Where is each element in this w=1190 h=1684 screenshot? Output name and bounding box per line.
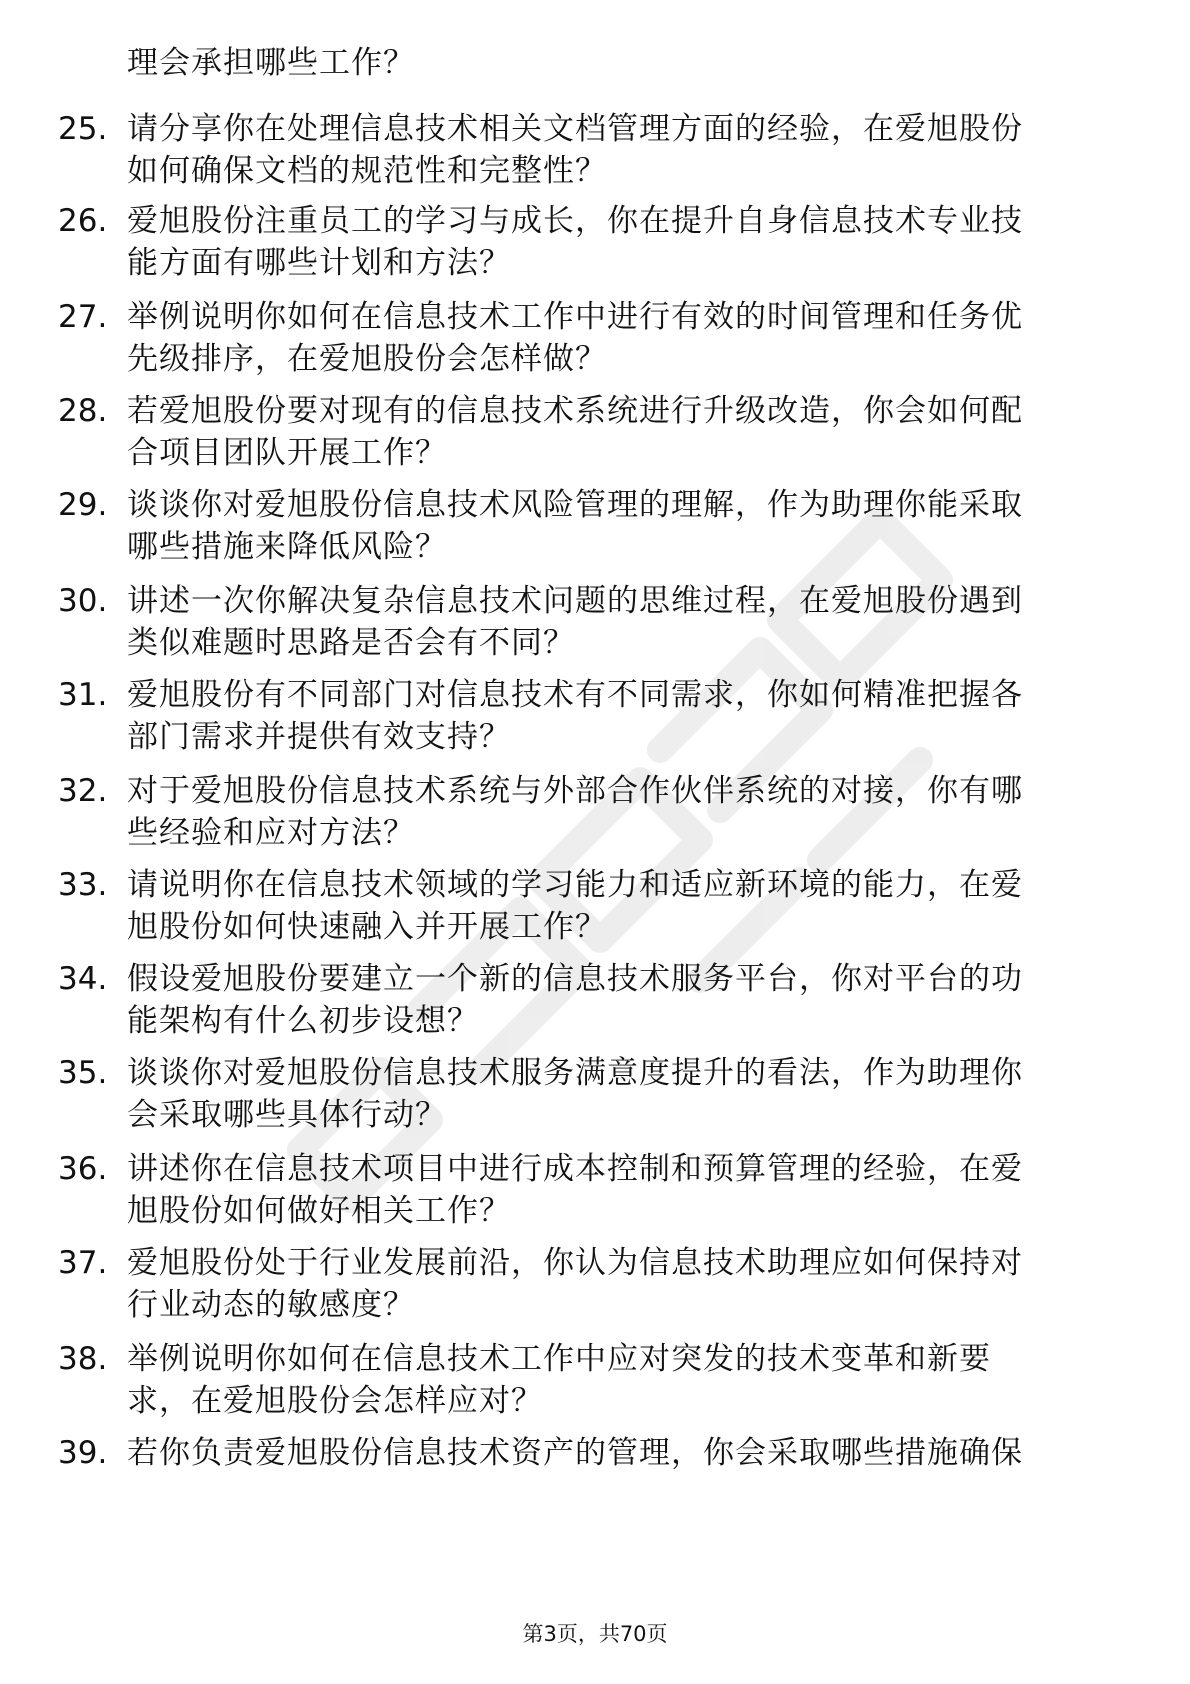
question-number: 27. [58, 299, 108, 335]
question-line: 讲述你在信息技术项目中进行成本控制和预算管理的经验，在爱 [127, 1151, 1023, 1187]
question-line: 部门需求并提供有效支持？ [127, 719, 511, 755]
question-line: 理会承担哪些工作？ [127, 45, 415, 81]
question-line: 请分享你在处理信息技术相关文档管理方面的经验，在爱旭股份 [127, 111, 1023, 147]
question-number: 37. [58, 1245, 108, 1281]
question-line: 谈谈你对爱旭股份信息技术风险管理的理解，作为助理你能采取 [127, 487, 1023, 523]
question-line: 谈谈你对爱旭股份信息技术服务满意度提升的看法，作为助理你 [127, 1055, 1023, 1091]
question-text [127, 1432, 1112, 1474]
question-line: 对于爱旭股份信息技术系统与外部合作伙伴系统的对接，你有哪 [127, 773, 1023, 809]
question-line: 若爱旭股份要对现有的信息技术系统进行升级改造，你会如何配 [127, 393, 1023, 429]
question-number: 33. [58, 867, 108, 903]
question-number: 31. [58, 677, 108, 713]
question-text [127, 42, 1112, 84]
question-line: 爱旭股份有不同部门对信息技术有不同需求，你如何精准把握各 [127, 677, 1023, 713]
question-line: 些经验和应对方法？ [127, 815, 415, 851]
question-line: 举例说明你如何在信息技术工作中应对突发的技术变革和新要 [127, 1341, 991, 1377]
question-number: 39. [58, 1435, 108, 1471]
question-line: 举例说明你如何在信息技术工作中进行有效的时间管理和任务优 [127, 299, 1023, 335]
question-text [127, 484, 1112, 568]
question-text [127, 864, 1112, 948]
question-line: 若你负责爱旭股份信息技术资产的管理，你会采取哪些措施确保 [127, 1435, 1023, 1471]
question-line: 先级排序，在爱旭股份会怎样做？ [127, 341, 607, 377]
question-text [127, 1052, 1112, 1136]
page-number-footer: 第3页，共70页 [522, 1622, 668, 1646]
question-text [127, 200, 1112, 284]
question-text [127, 1338, 1112, 1422]
question-line: 会采取哪些具体行动？ [127, 1097, 447, 1133]
question-number: 25. [58, 111, 108, 147]
question-number: 38. [58, 1341, 108, 1377]
question-text [127, 1242, 1112, 1326]
question-line: 哪些措施来降低风险？ [127, 529, 447, 565]
question-line: 类似难题时思路是否会有不同？ [127, 625, 575, 661]
question-number: 32. [58, 773, 108, 809]
question-line: 行业动态的敏感度？ [127, 1287, 415, 1323]
question-number: 29. [58, 487, 108, 523]
question-text [127, 1148, 1112, 1232]
question-line: 爱旭股份注重员工的学习与成长，你在提升自身信息技术专业技 [127, 203, 1023, 239]
question-line: 爱旭股份处于行业发展前沿，你认为信息技术助理应如何保持对 [127, 1245, 1023, 1281]
question-line: 讲述一次你解决复杂信息技术问题的思维过程，在爱旭股份遇到 [127, 583, 1023, 619]
question-number: 30. [58, 583, 108, 619]
question-number: 35. [58, 1055, 108, 1091]
question-line: 能架构有什么初步设想？ [127, 1003, 479, 1039]
question-text [127, 770, 1112, 854]
question-line: 旭股份如何快速融入并开展工作？ [127, 909, 607, 945]
question-line: 如何确保文档的规范性和完整性？ [127, 153, 607, 189]
question-line: 假设爱旭股份要建立一个新的信息技术服务平台，你对平台的功 [127, 961, 1023, 997]
question-line: 能方面有哪些计划和方法？ [127, 245, 511, 281]
question-number: 34. [58, 961, 108, 997]
question-text [127, 674, 1112, 758]
question-text [127, 296, 1112, 380]
question-line: 求，在爱旭股份会怎样应对？ [127, 1383, 543, 1419]
question-line: 旭股份如何做好相关工作？ [127, 1193, 511, 1229]
question-line: 合项目团队开展工作？ [127, 435, 447, 471]
question-number: 26. [58, 203, 108, 239]
question-text [127, 958, 1112, 1042]
question-number: 36. [58, 1151, 108, 1187]
question-text [127, 108, 1112, 192]
question-text [127, 580, 1112, 664]
question-number: 28. [58, 393, 108, 429]
question-line: 请说明你在信息技术领域的学习能力和适应新环境的能力，在爱 [127, 867, 1023, 903]
question-text [127, 390, 1112, 474]
